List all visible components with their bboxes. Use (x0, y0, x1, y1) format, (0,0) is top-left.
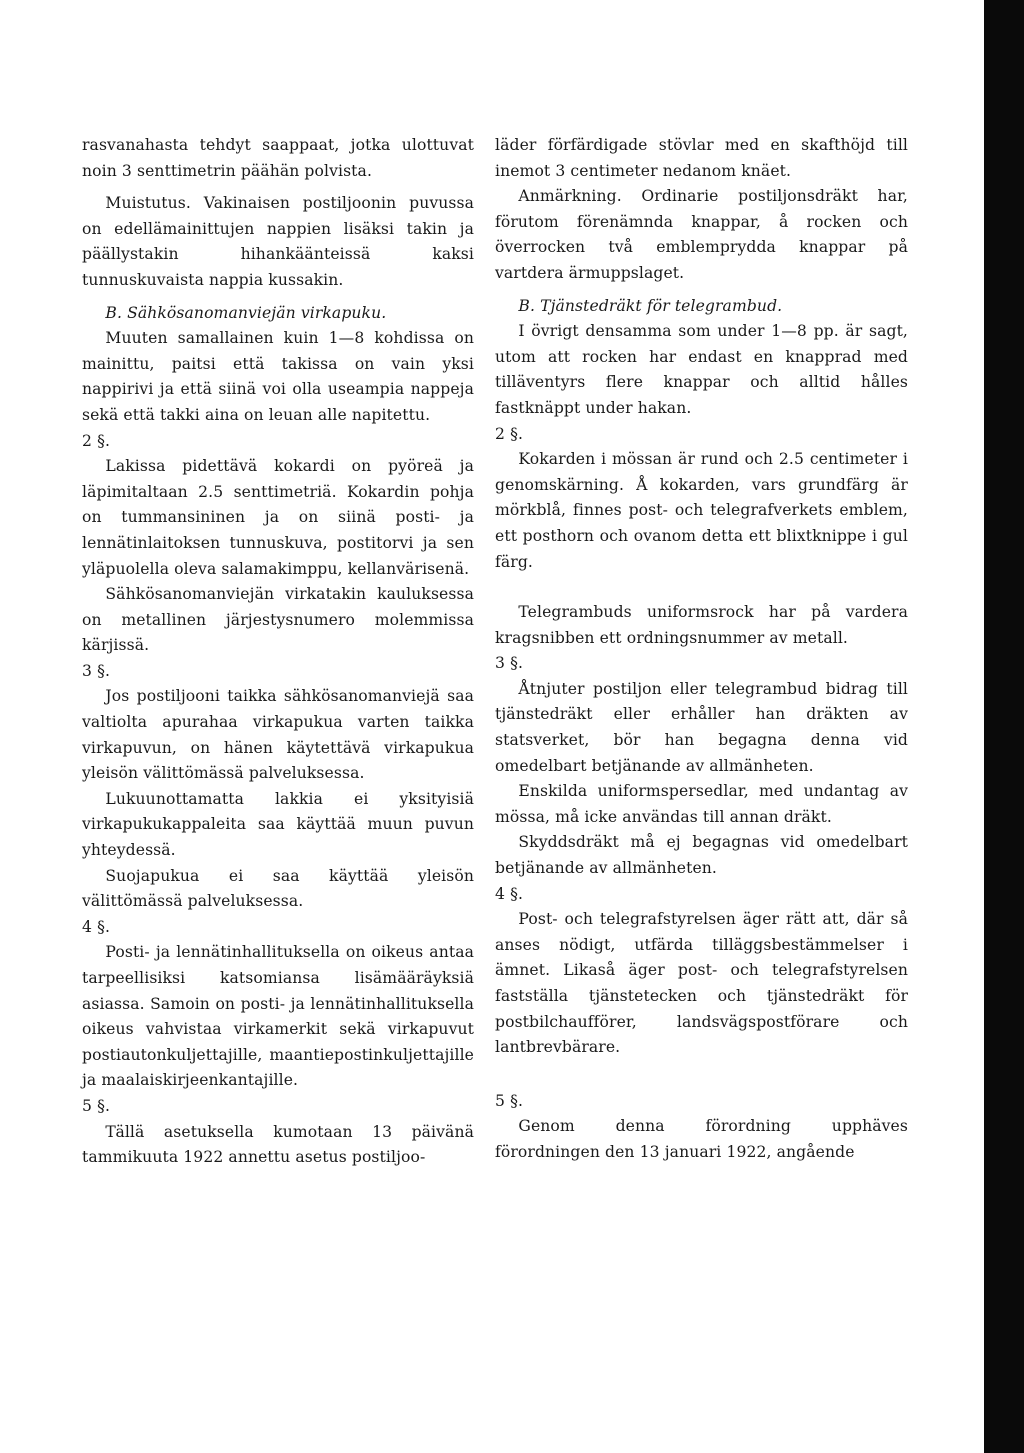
swedish-note-anmarkning: Anmärkning. Ordinarie postiljonsdräkt har, förutom förenämnda knappar, å rocken och överrocken två emblemprydda knappar på vartdera ärmuppslaget. (495, 187, 908, 282)
finnish-paragraph-9: Posti- ja lennätinhallituksella on oikeus antaa tarpeellisiksi katsomiansa lisämääräyksiä asiassa. Samoin on posti- ja lennätinhallituksella oikeus vahvistaa virkamerkit sekä virkapuvut postiautonkuljettajille, maantiepostinkuljettajille ja maalaiskirjeenkantajille. (82, 943, 474, 1090)
swedish-section-3: 3 §. (495, 654, 524, 673)
finnish-paragraph-3: Muuten samallainen kuin 1—8 kohdissa on mainittu, paitsi että takissa on vain yksi nappirivi ja että siinä voi olla useampia nappeja sekä että takki aina on leuan alle napitettu. (82, 329, 474, 424)
swedish-paragraph-8: Skyddsdräkt må ej begagnas vid omedelbart betjänande av allmänheten. (495, 833, 908, 878)
scan-page-edge (984, 0, 1024, 1453)
swedish-paragraph-9: Post- och telegrafstyrelsen äger rätt att, där så anses nödigt, utfärda tilläggsbestämmelser i ämnet. Likaså äger post- och telegrafstyrelsen fastställa tjänstetecken och tjänstedräkt för postbilchaufförer, landsvägspostförare och lantbrevbärare. (495, 910, 908, 1057)
finnish-paragraph-4: Lakissa pidettävä kokardi on pyöreä ja läpimitaltaan 2.5 senttimetriä. Kokardin pohja on tummansininen ja on siinä posti- ja lennätinlaitoksen tunnuskuva, postitorvi ja sen yläpuolella oleva salamakimppu, kellanvärisenä. (82, 457, 474, 578)
swedish-section-5: 5 §. (495, 1091, 524, 1110)
finnish-heading-b: B. Sähkösanomanviejän virkapuku. (105, 303, 387, 322)
finnish-paragraph-10: Tällä asetuksella kumotaan 13 päivänä tammikuuta 1922 annettu asetus postiljoo- (82, 1122, 474, 1167)
swedish-paragraph-1: läder förfärdigade stövlar med en skafthöjd till inemot 3 centimeter nedanom knäet. (495, 136, 908, 180)
finnish-paragraph-6: Jos postiljooni taikka sähkösanomanviejä saa valtiolta apurahaa virkapukua varten taikka virkapuvun, on hänen käytettävä virkapukua yleisön välittömässä palveluksessa. (82, 687, 474, 783)
swedish-paragraph-6: Åtnjuter postiljon eller telegrambud bidrag till tjänstedräkt eller erhåller han dräkten av statsverket, bör han begagna denna vid omedelbart betjänande av allmänheten. (495, 679, 908, 775)
swedish-column (495, 133, 908, 1166)
finnish-note-muistutus: Muistutus. Vakinaisen postiljoonin puvussa on edellämainittujen nappien lisäksi takin ja päällystakin hihankäänteissä kaksi tunnuskuvaista nappia kussakin. (82, 194, 474, 289)
finnish-section-5: 5 §. (82, 1096, 111, 1115)
swedish-heading-b: B. Tjänstedräkt för telegrambud. (518, 296, 783, 315)
finnish-section-4: 4 §. (82, 917, 111, 936)
finnish-paragraph-7: Lukuunottamatta lakkia ei yksityisiä virkapukukappaleita saa käyttää muun puvun yhteydessä. (82, 789, 474, 860)
swedish-paragraph-5: Telegrambuds uniformsrock har på vardera kragsnibben ett ordningsnummer av metall. (495, 603, 908, 647)
swedish-section-2: 2 §. (495, 424, 524, 443)
finnish-column (82, 133, 474, 1171)
swedish-section-4: 4 §. (495, 884, 524, 903)
swedish-paragraph-10: Genom denna förordning upphäves förordningen den 13 januari 1922, angående (495, 1117, 908, 1161)
swedish-paragraph-4: Kokarden i mössan är rund och 2.5 centimeter i genomskärning. Å kokarden, vars grundfärg är mörkblå, finnes post- och telegrafverkets emblem, ett posthorn och ovanom detta ett blixtknippe i gul färg. (495, 450, 908, 571)
finnish-paragraph-8: Suojapukua ei saa käyttää yleisön välittömässä palveluksessa. (82, 866, 474, 911)
finnish-paragraph-5: Sähkösanomanviejän virkatakin kauluksessa on metallinen järjestysnumero molemmissa kärjissä. (82, 585, 474, 655)
finnish-paragraph-1: rasvanahasta tehdyt saappaat, jotka ulottuvat noin 3 senttimetrin päähän polvista. (82, 136, 474, 180)
finnish-section-2: 2 §. (82, 431, 111, 450)
finnish-section-3: 3 §. (82, 661, 111, 680)
swedish-paragraph-7: Enskilda uniformspersedlar, med undantag av mössa, må icke användas till annan dräkt. (495, 782, 908, 826)
swedish-paragraph-3: I övrigt densamma som under 1—8 pp. är sagt, utom att rocken har endast en knapprad med tilläventyrs flere knappar och alltid hålles fastknäppt under hakan. (495, 322, 908, 417)
